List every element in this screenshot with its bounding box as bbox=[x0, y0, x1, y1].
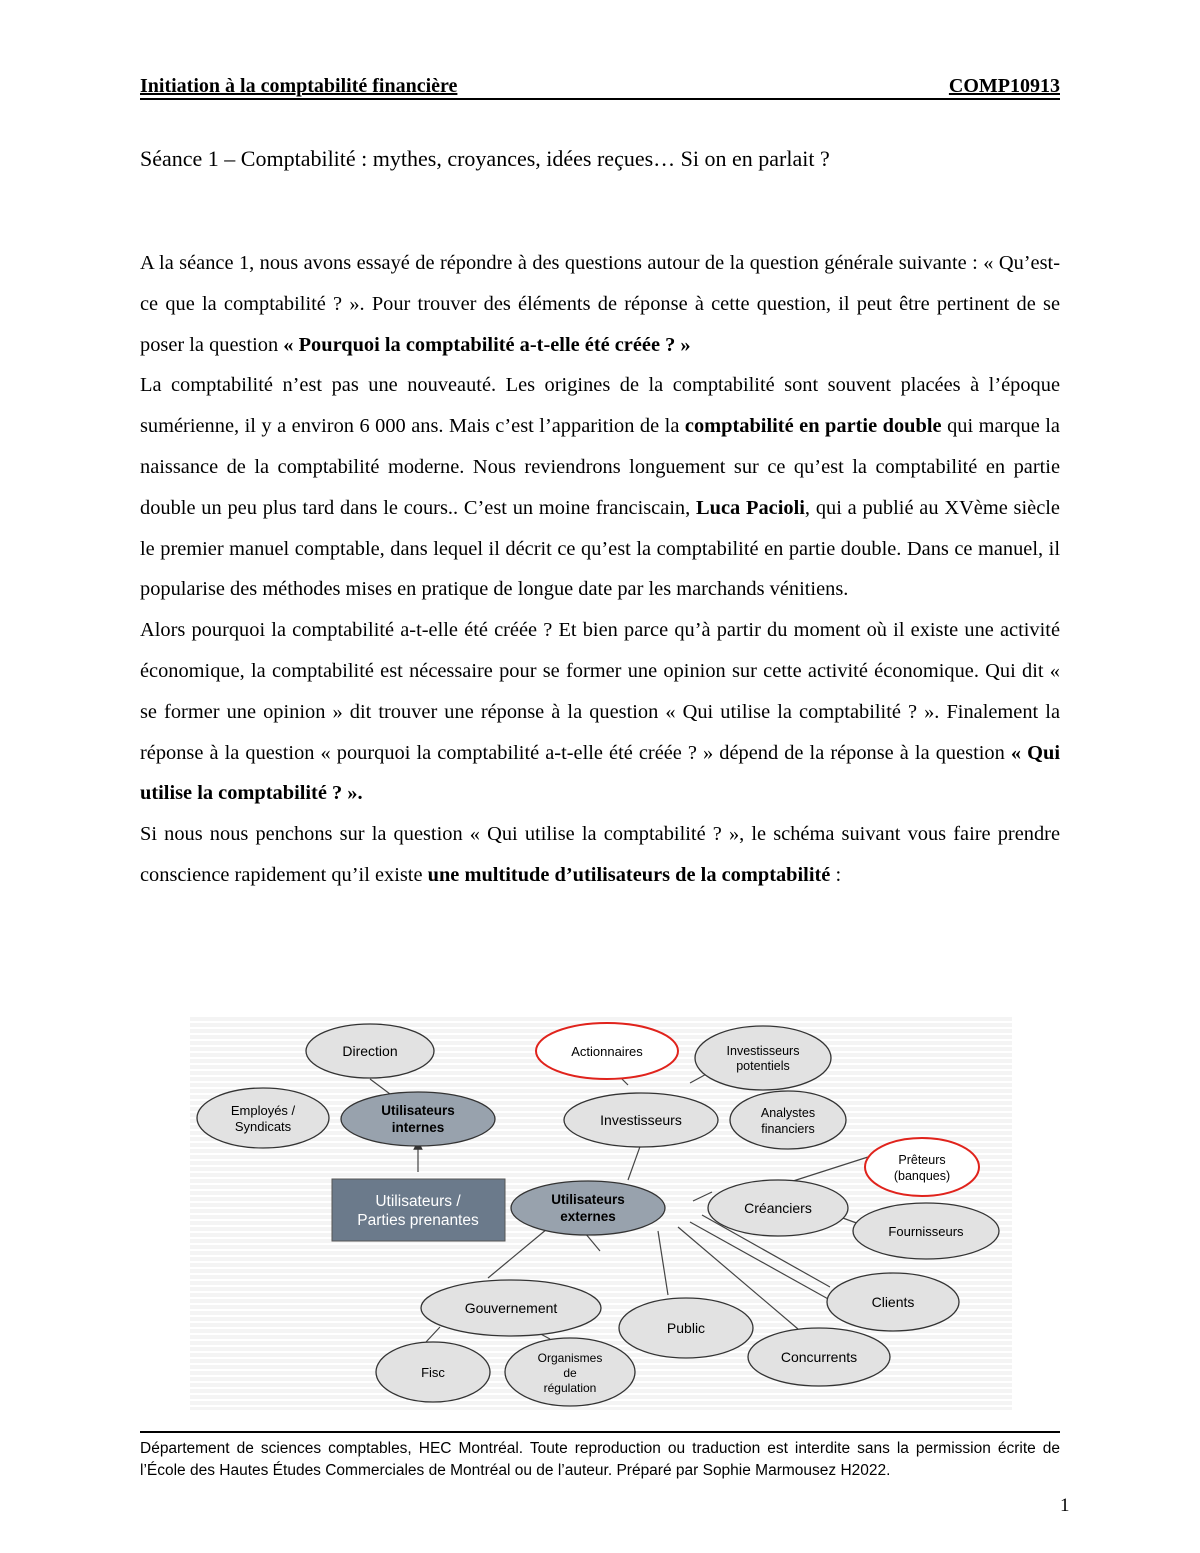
center-box-line1: Utilisateurs / bbox=[375, 1193, 461, 1210]
course-code: COMP10913 bbox=[948, 75, 1060, 97]
investisseurs-potentiels-node bbox=[695, 1026, 831, 1090]
paragraph-2-text-3: , qui a publié au XVème siècle le premier manuel comptable, dans lequel il décrit ce qu’est la comptabilité en partie double. Dans ce manuel, il popularise des méthodes mises en pratique de longue date par les marchands vénitiens. bbox=[140, 496, 1060, 601]
organismes-node bbox=[505, 1338, 635, 1406]
fournisseurs-label: Fournisseurs bbox=[888, 1224, 964, 1239]
external-users-label-line1: Utilisateurs bbox=[551, 1192, 625, 1207]
direction-node bbox=[306, 1024, 434, 1078]
stakeholders-diagram bbox=[190, 1017, 1012, 1410]
analystes-line2: financiers bbox=[761, 1122, 815, 1136]
internal-users-label-line1: Utilisateurs bbox=[381, 1103, 455, 1118]
direction-label: Direction bbox=[342, 1043, 398, 1059]
analystes-node bbox=[730, 1091, 846, 1149]
employes-label-line1: Employés / bbox=[230, 1103, 296, 1118]
footer-notice: Département de sciences comptables, HEC Montréal. Toute reproduction ou traduction est interdite sans la permission écrite de l’École des Hautes Études Commerciales de Montréal ou de l’auteur. Préparé par Sophie Marmousez H2022. bbox=[140, 1440, 1060, 1479]
paragraph-1-bold: « Pourquoi la comptabilité a-t-elle été créée ? » bbox=[283, 333, 691, 356]
paragraph-1 bbox=[140, 243, 1060, 365]
paragraph-2-bold-1: comptabilité en partie double bbox=[684, 415, 942, 438]
analystes-line1: Analystes bbox=[760, 1106, 816, 1120]
creanciers-node bbox=[708, 1180, 848, 1236]
actionnaires-node bbox=[536, 1023, 678, 1079]
paragraph-4-bold: une multitude d’utilisateurs de la comptabilité bbox=[427, 863, 831, 886]
concurrents-node bbox=[748, 1328, 890, 1386]
investisseurs-node bbox=[564, 1093, 718, 1147]
clients-node bbox=[827, 1273, 959, 1331]
external-users-label-line2: externes bbox=[560, 1209, 616, 1224]
gouvernement-node bbox=[421, 1280, 601, 1336]
employes-label-line2: Syndicats bbox=[234, 1119, 292, 1134]
preteurs-line2: (banques) bbox=[893, 1169, 951, 1183]
organismes-line2: de bbox=[563, 1366, 577, 1380]
paragraph-4 bbox=[140, 814, 1060, 896]
internal-users-label-line2: internes bbox=[391, 1120, 445, 1135]
paragraph-3-text-1: Alors pourquoi la comptabilité a-t-elle été créée ? Et bien parce qu’à partir du moment où il existe une activité économique, la comptabilité est nécessaire pour se former une opinion sur cette activité économique. Qui dit « se former une opinion » dit trouver une réponse à la question « Qui utilise la comptabilité ? ». Finalement la réponse à la question « pourquoi la comptabilité a-t-elle été créée ? » dépend de la réponse à la question bbox=[140, 619, 1060, 764]
session-title: Séance 1 – Comptabilité : mythes, croyances, idées reçues… Si on en parlait ? bbox=[140, 146, 830, 171]
footer-divider bbox=[140, 1431, 1060, 1433]
paragraph-1-text: A la séance 1, nous avons essayé de répondre à des questions autour de la question générale suivante : « Qu’est-ce que la comptabilité ? ». Pour trouver des éléments de réponse à cette question, il peut être pertinent de se poser la question bbox=[140, 252, 1060, 356]
paragraph-4-text-2: : bbox=[830, 863, 842, 886]
page-header bbox=[140, 70, 1060, 100]
preteurs-node bbox=[865, 1138, 979, 1196]
creanciers-label: Créanciers bbox=[744, 1200, 812, 1216]
actionnaires-label: Actionnaires bbox=[571, 1044, 643, 1059]
external-users-node bbox=[511, 1181, 665, 1235]
center-box bbox=[332, 1179, 505, 1241]
public-label: Public bbox=[666, 1320, 706, 1336]
page-number: 1 bbox=[1060, 1495, 1070, 1516]
public-node bbox=[619, 1298, 753, 1358]
concurrents-label: Concurrents bbox=[780, 1349, 858, 1365]
paragraph-4-text-1: Si nous nous penchons sur la question « Qui utilise la comptabilité ? », le schéma suivant vous faire prendre conscience rapidement qu’il existe bbox=[140, 823, 1060, 886]
diagram-canvas bbox=[190, 1017, 1012, 1410]
course-title: Initiation à la comptabilité financière bbox=[140, 75, 458, 97]
paragraph-3-text-2: . bbox=[357, 782, 363, 805]
gouvernement-label: Gouvernement bbox=[464, 1300, 558, 1316]
fournisseurs-node bbox=[853, 1203, 999, 1259]
clients-label: Clients bbox=[871, 1294, 915, 1310]
investisseurs-potentiels-line1: Investisseurs bbox=[726, 1044, 800, 1058]
fisc-node bbox=[376, 1342, 490, 1402]
organismes-line3: régulation bbox=[543, 1381, 597, 1395]
fisc-label: Fisc bbox=[421, 1365, 445, 1380]
paragraph-3-bold: « Qui utilise la comptabilité ? » bbox=[140, 741, 1060, 805]
preteurs-line1: Prêteurs bbox=[898, 1153, 946, 1167]
paragraph-3 bbox=[140, 610, 1060, 814]
organismes-line1: Organismes bbox=[537, 1351, 603, 1365]
internal-users-node bbox=[341, 1092, 495, 1146]
paragraph-2-bold-2: Luca Pacioli bbox=[696, 496, 805, 519]
center-box-line2: Parties prenantes bbox=[357, 1212, 479, 1229]
investisseurs-label: Investisseurs bbox=[600, 1112, 682, 1128]
paragraph-2 bbox=[140, 365, 1060, 610]
investisseurs-potentiels-line2: potentiels bbox=[736, 1059, 790, 1073]
paragraph-2-text-2: qui marque la naissance de la comptabilité moderne. Nous reviendrons longuement sur ce qu’est la comptabilité en partie double un peu plus tard dans le cours.. C’est un moine franciscain, bbox=[140, 415, 1060, 519]
body-text bbox=[140, 243, 1060, 896]
paragraph-2-text-1: La comptabilité n’est pas une nouveauté. Les origines de la comptabilité sont souvent placées à l’époque sumérienne, il y a environ 6 000 ans. Mais c’est l’apparition de la bbox=[140, 374, 1060, 438]
employes-node bbox=[197, 1088, 329, 1148]
